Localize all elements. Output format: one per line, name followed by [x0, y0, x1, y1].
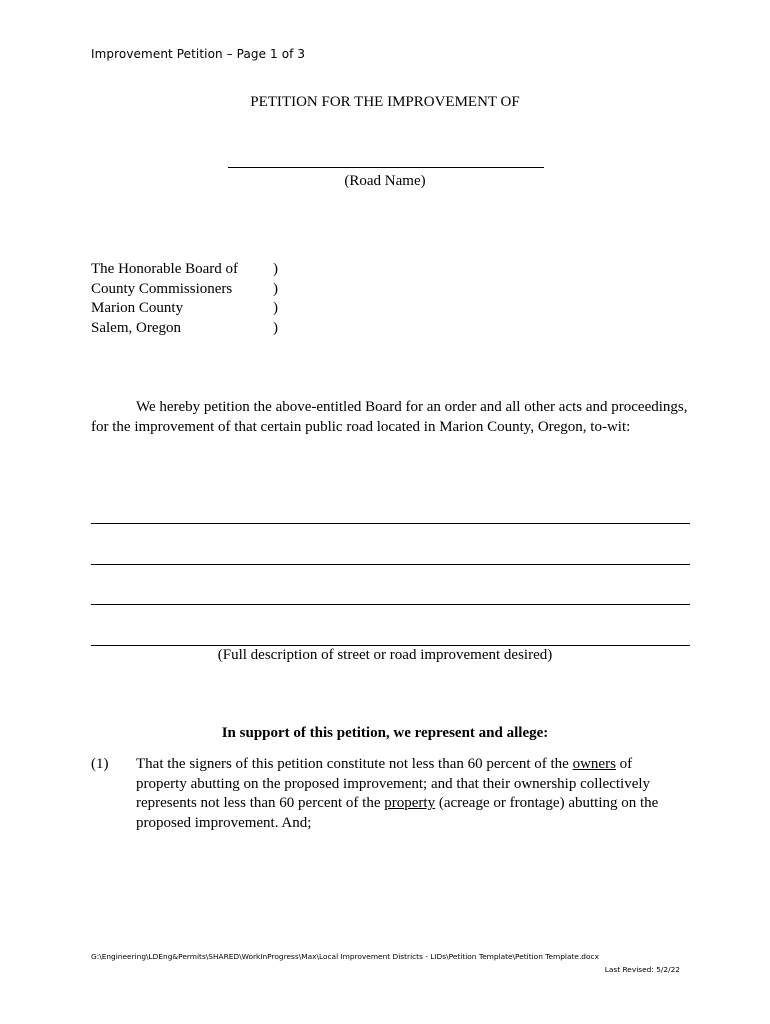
addressee-line [91, 280, 278, 300]
addressee-paren: ) [273, 300, 278, 316]
allegation-text-part2: of property abutting on the proposed improvement; and that their ownership collectively represents not less than 60 percent of the [136, 756, 651, 811]
support-heading: In support of this petition, we represent and allege: [221, 725, 549, 741]
addressee-line [91, 319, 278, 339]
addressee-paren: ) [273, 261, 278, 277]
road-name-blank-line [228, 167, 544, 168]
addressee-line [91, 299, 278, 319]
intro-text: We hereby petition the above-entitled Board for an order and all other acts and proceedings, for the improvement of that certain public road located in Marion County, Oregon, to-wit: [91, 399, 688, 435]
allegation-item-1 [91, 755, 691, 833]
owners-underlined: owners [572, 756, 616, 772]
addressee-block [91, 260, 278, 338]
allegation-text-part1: That the signers of this petition constitute not less than 60 percent of the [136, 756, 573, 772]
description-blank-line-4 [91, 645, 690, 646]
footer-last-revised: Last Revised: 5/2/22 [604, 965, 680, 974]
allegation-number: (1) [91, 756, 109, 772]
description-caption: (Full description of street or road improvement desired) [217, 647, 553, 663]
addressee-line-text: The Honorable Board of [91, 261, 239, 277]
addressee-line-text: Marion County [91, 300, 184, 316]
description-blank-line-1 [91, 523, 690, 524]
road-name-caption: (Road Name) [344, 173, 426, 189]
allegation-text [136, 755, 671, 833]
allegation-text-part3: (acreage or frontage) abutting on the proposed improvement. And; [136, 795, 659, 831]
footer-file-path: G:\Engineering\LDEng&Permits\SHARED\WorkInProgress\Max\Local Improvement Districts - LIDs\Petition Template\Petition Template.docx [91, 952, 599, 961]
intro-paragraph [91, 397, 691, 437]
property-underlined: property [384, 795, 436, 811]
addressee-line-text: County Commissioners [91, 280, 233, 297]
addressee-line [91, 260, 278, 280]
addressee-paren: ) [273, 280, 278, 297]
petition-title: PETITION FOR THE IMPROVEMENT OF [250, 94, 520, 110]
description-blank-line-3 [91, 604, 690, 605]
page-header-label: Improvement Petition – Page 1 of 3 [91, 47, 306, 61]
description-blank-line-2 [91, 564, 690, 565]
addressee-line-text: Salem, Oregon [91, 319, 181, 336]
addressee-paren: ) [273, 319, 278, 336]
